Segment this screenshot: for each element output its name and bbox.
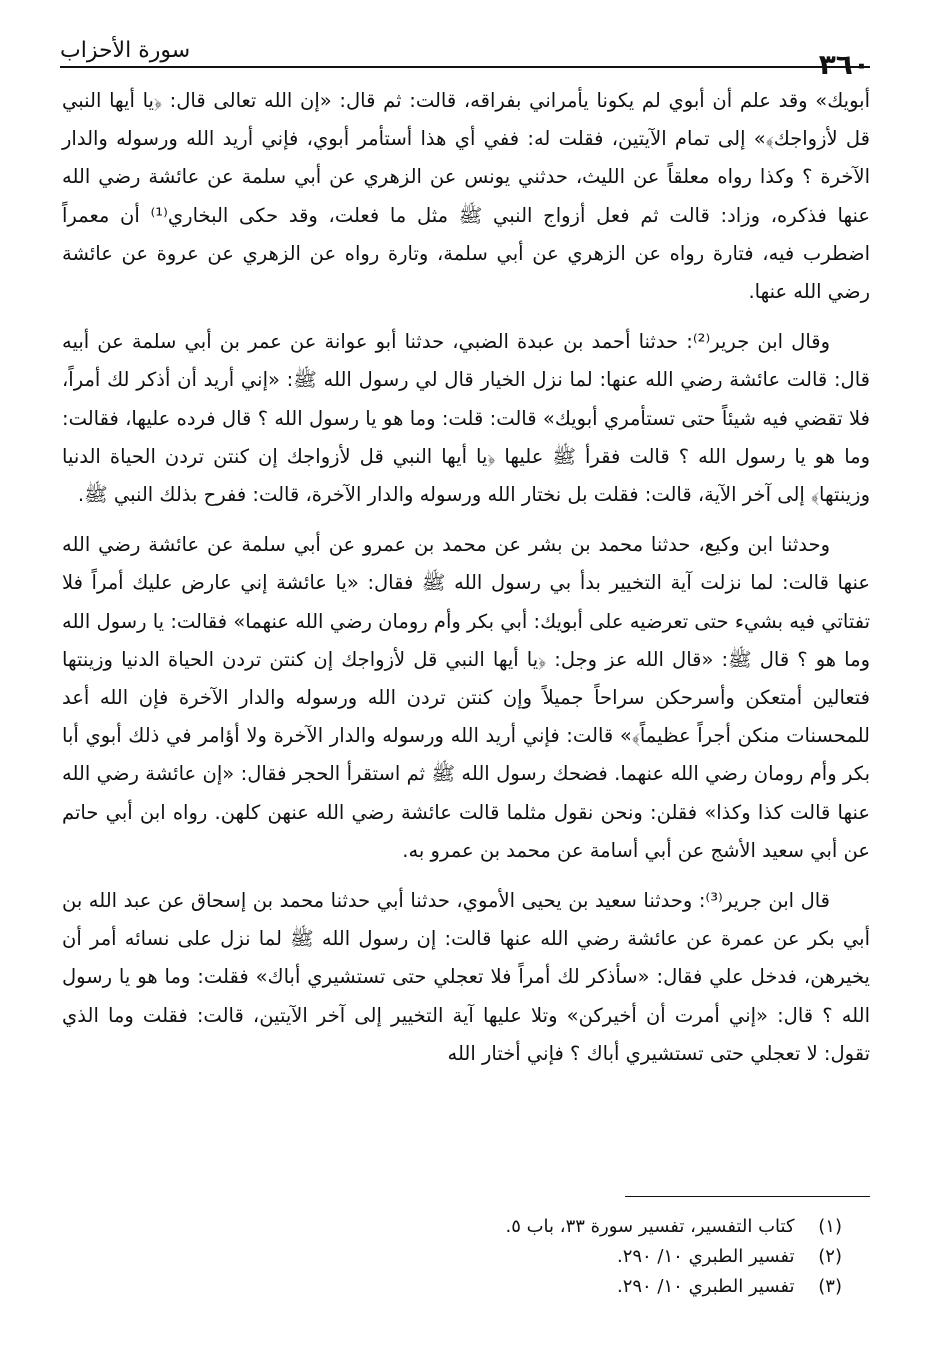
footnote-number: (٣) — [818, 1276, 842, 1297]
footnote — [200, 1242, 842, 1272]
page-header — [60, 36, 870, 81]
footnote-divider — [625, 1196, 870, 1197]
footnote — [200, 1212, 842, 1242]
footnotes — [200, 1212, 842, 1302]
footnote-text: تفسير الطبري ١٠/ ٢٩٠. — [616, 1246, 795, 1267]
paragraph: وحدثنا ابن وكيع، حدثنا محمد بن بشر عن محمد بن عمرو عن أبي سلمة عن عائشة رضي الله عنها قالت: لما نزلت آية التخيير بدأ بي رسول الله ﷺ فقال: «يا عائشة إني عارض عليك أمراً فلا تفتاتي فيه بشيء حتى تعرضيه على أبويك: أبي بكر وأم رومان رضي الله عنهما» فقالت: يا رسول الله وما هو ؟ قال ﷺ: «قال الله عز وجل: ﴿يا أيها النبي قل لأزواجك إن كنتن تردن الحياة الدنيا وزينتها فتعالين أمتعكن وأسرحكن سراحاً جميلاً وإن كنتن تردن الله ورسوله والدار الآخرة فإن الله أعد للمحسنات منكن أجراً عظيماً﴾» قالت: فإني أريد الله ورسوله والدار الآخرة ولا أؤامر في ذلك أبوي أبا بكر وأم رومان رضي الله عنهما. فضحك رسول الله ﷺ ثم استقرأ الحجر فقال: «إن عائشة رضي الله عنها قالت كذا وكذا» فقلن: ونحن نقول مثلما قالت عائشة رضي الله عنهن كلهن. رواه ابن أبي حاتم عن أبي سعيد الأشج عن أبي أسامة عن محمد بن عمرو به. — [62, 533, 870, 862]
footnote-number: (١) — [818, 1216, 842, 1237]
footnote-text: كتاب التفسير، تفسير سورة ٣٣، باب ٥. — [505, 1216, 795, 1237]
footnote-text: تفسير الطبري ١٠/ ٢٩٠. — [616, 1276, 795, 1297]
header-divider — [60, 66, 870, 68]
footnote — [200, 1272, 842, 1302]
page-number: ٣٦٠ — [818, 48, 870, 81]
paragraph: وقال ابن جرير⁽²⁾: حدثنا أحمد بن عبدة الضبي، حدثنا أبو عوانة عن عمر بن أبي سلمة عن أبيه قال: قالت عائشة رضي الله عنها: لما نزل الخيار قال لي رسول الله ﷺ: «إني أريد أن أذكر لك أمراً، فلا تقضي فيه شيئاً حتى تستأمري أبويك» قالت: قلت: وما هو يا رسول الله ؟ قال فرده عليها، فقالت: وما هو يا رسول الله ؟ قالت فقرأ ﷺ عليها ﴿يا أيها النبي قل لأزواجك إن كنتن تردن الحياة الدنيا وزينتها﴾ إلى آخر الآية، قالت: فقلت بل نختار الله ورسوله والدار الآخرة، قالت: ففرح بذلك النبي ﷺ. — [62, 330, 870, 507]
paragraph: أبويك» وقد علم أن أبوي لم يكونا يأمراني بفراقه، قالت: ثم قال: «إن الله تعالى قال: ﴿يا أيها النبي قل لأزواجك﴾» إلى تمام الآيتين، فقلت له: ففي أي هذا أستأمر أبوي، فإني أريد الله ورسوله والدار الآخرة ؟ وكذا رواه معلقاً عن الليث، حدثني يونس عن الزهري عن أبي سلمة عن عائشة رضي الله عنها فذكره، وزاد: قالت ثم فعل أزواج النبي ﷺ مثل ما فعلت، وقد حكى البخاري⁽¹⁾ أن معمراً اضطرب فيه، فتارة رواه عن الزهري عن أبي سلمة، وتارة رواه عن الزهري عن عروة عن عائشة رضي الله عنها. — [62, 89, 870, 304]
main-text — [62, 82, 870, 1085]
paragraph: قال ابن جرير⁽³⁾: وحدثنا سعيد بن يحيى الأموي، حدثنا أبي حدثنا محمد بن إسحاق عن عبد الله بن أبي بكر عن عمرة عن عائشة رضي الله عنها قالت: إن رسول الله ﷺ لما نزل على نسائه أمر أن يخيرهن، فدخل علي فقال: «سأذكر لك أمراً فلا تعجلي حتى تستشيري أباك» فقلت: وما هو يا رسول الله ؟ قال: «إني أمرت أن أخيركن» وتلا عليها آية التخيير إلى آخر الآيتين، قالت: فقلت وما الذي تقول: لا تعجلي حتى تستشيري أباك ؟ فإني أختار الله — [62, 889, 870, 1065]
footnote-number: (٢) — [818, 1246, 842, 1267]
running-title: سورة الأحزاب — [60, 38, 191, 63]
